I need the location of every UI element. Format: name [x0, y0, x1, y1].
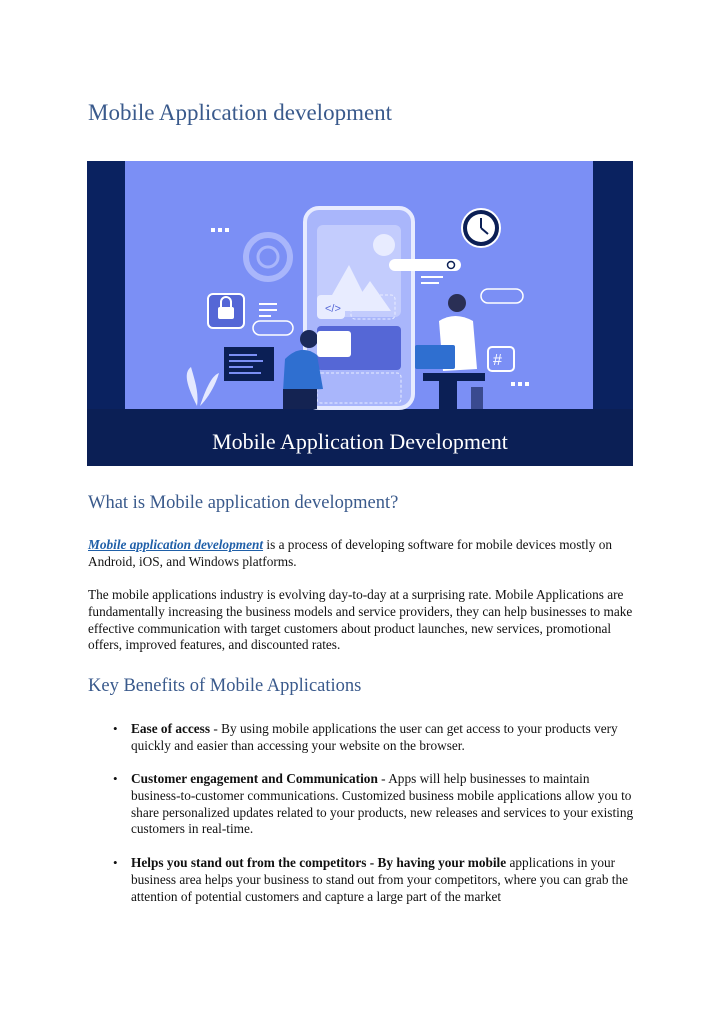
bullet-icon: • — [113, 855, 118, 870]
hero-banner-text: Mobile Application Development — [212, 429, 508, 454]
bullet-icon: • — [113, 721, 118, 736]
benefit-text: - Apps will help businesses to maintain business-to-customer communications. Customized business mobile applications allow you to share personalized updates related to your products, new releases and services to your existing customers in real-time. — [131, 771, 634, 837]
benefit-title: Helps you stand out from the competitors - By having your mobile — [131, 855, 507, 870]
industry-paragraph: The mobile applications industry is evolving day-to-day at a surprising rate. Mobile Applications are fundamentally increasing the business models and service providers, they can help businesses to make effective communication with target customers about product launches, new services, promotional offers, improved features, and discounted rates. — [88, 587, 633, 653]
hero-illustration — [87, 161, 633, 466]
bullet-icon: • — [113, 771, 118, 786]
benefit-text: - By using mobile applications the user can get access to your products very quickly and easier than accessing your website on the browser. — [131, 721, 618, 753]
benefit-text: applications in your business area helps your business to stand out from your competitors, where you can grab the attention of potential customers and capture a large part of the market — [131, 855, 629, 904]
svg-text:</>: </> — [325, 303, 341, 315]
page-title: Mobile Application development — [88, 100, 393, 125]
clock-icon — [462, 209, 500, 247]
intro-paragraph — [88, 537, 633, 571]
mobile-app-dev-link[interactable]: Mobile application development — [88, 537, 264, 552]
dots-icon — [211, 228, 229, 232]
benefit-title: Customer engagement and Communication — [131, 771, 378, 786]
code-panel — [224, 347, 274, 381]
search-bar — [389, 259, 461, 271]
section-heading-what-is: What is Mobile application development? — [88, 493, 399, 513]
section-heading-key-benefits: Key Benefits of Mobile Applications — [88, 676, 362, 696]
intro-paragraph-text: is a process of developing software for mobile devices mostly on Android, iOS, and Windows platforms. — [88, 537, 613, 569]
benefit-title: Ease of access — [131, 721, 211, 736]
svg-text:#: # — [493, 352, 502, 369]
